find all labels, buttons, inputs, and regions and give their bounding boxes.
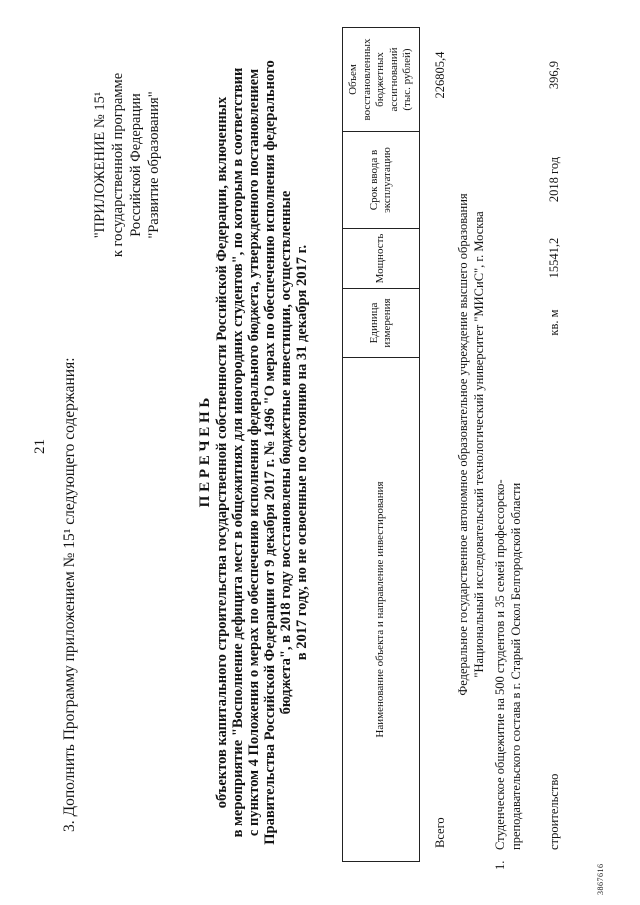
header-label: Объем: [347, 64, 360, 95]
organization-line: "Национальный исследовательский технологический университет "МИСиС", г. Москва: [472, 211, 486, 678]
organization-name: [455, 27, 487, 862]
item-unit: кв. м: [547, 309, 561, 336]
total-volume: 226805,4: [433, 51, 447, 99]
appendix-country-line: Российской Федерации: [128, 93, 144, 237]
title-line: Правительства Российской Федерации от 9 декабря 2017 г. № 1496 "О мерах по обеспечению исполнения федерального: [262, 60, 278, 845]
list-heading: П Е Р Е Ч Е Н Ь: [197, 397, 213, 508]
total-label: Всего: [433, 817, 447, 848]
header-label: Мощность: [374, 233, 387, 284]
title-line: в мероприятие "Восполнение дефицита мест в общежитиях для иногородних студентов", по которым в соответствии: [230, 67, 246, 838]
organization-line: Федеральное государственное автономное образовательное учреждение высшего образования: [456, 193, 470, 696]
item-name-line: Студенческое общежитие на 500 студентов и 35 семей профессорско-: [493, 479, 507, 850]
header-label: (тыс. рублей): [401, 48, 414, 111]
header-label: Срок ввода в: [367, 149, 380, 211]
header-capacity: [343, 228, 419, 288]
header-label: ассигнований: [387, 47, 400, 112]
appendix-program-line: к государственной программе: [110, 72, 126, 258]
appendix-header: [91, 65, 163, 265]
header-label: бюджетных: [374, 52, 387, 107]
item-name-line: преподавательского состава в г. Старый Оскол Белгородской области: [509, 482, 523, 850]
title-line: объектов капитального строительства государственной собственности Российской Федерации, включенных: [214, 96, 230, 809]
amendment-instruction: 3. Дополнить Программу приложением № 15¹ следующего содержания:: [61, 357, 78, 832]
header-unit: [343, 288, 419, 357]
list-title: [214, 0, 310, 905]
item-number: 1.: [493, 860, 507, 870]
header-label: Единица: [367, 302, 380, 344]
header-label: эксплуатацию: [381, 147, 393, 213]
title-line: бюджета", в 2018 году восстановлены бюджетные инвестиции, осуществленные: [278, 190, 294, 715]
header-object-name: [343, 357, 419, 861]
appendix-program-name: "Развитие образования": [146, 91, 162, 239]
header-label: измерения: [381, 298, 393, 348]
item-commissioning-term: 2018 год: [547, 156, 561, 203]
item-investment-direction: строительство: [547, 773, 561, 850]
item-name: [492, 480, 524, 851]
header-restored-volume: [343, 28, 419, 131]
header-label: восстановленных: [360, 38, 373, 121]
item-restored-volume: 396,9: [547, 60, 561, 90]
title-line: с пунктом 4 Положения о мерах по обеспечению исполнения федерального бюджета, утвержденного постановлением: [246, 68, 262, 837]
header-label: Наименование объекта и направление инвестирования: [374, 481, 387, 738]
table-header: [342, 27, 420, 862]
appendix-title: "ПРИЛОЖЕНИЕ № 15¹: [92, 91, 108, 239]
title-line: в 2017 году, но не освоенные по состоянию на 31 декабря 2017 г.: [294, 244, 310, 661]
header-commissioning-term: [343, 131, 419, 228]
document-code: 3867616: [596, 863, 605, 895]
page-number: 21: [32, 439, 48, 454]
item-capacity: 15541,2: [547, 237, 561, 279]
